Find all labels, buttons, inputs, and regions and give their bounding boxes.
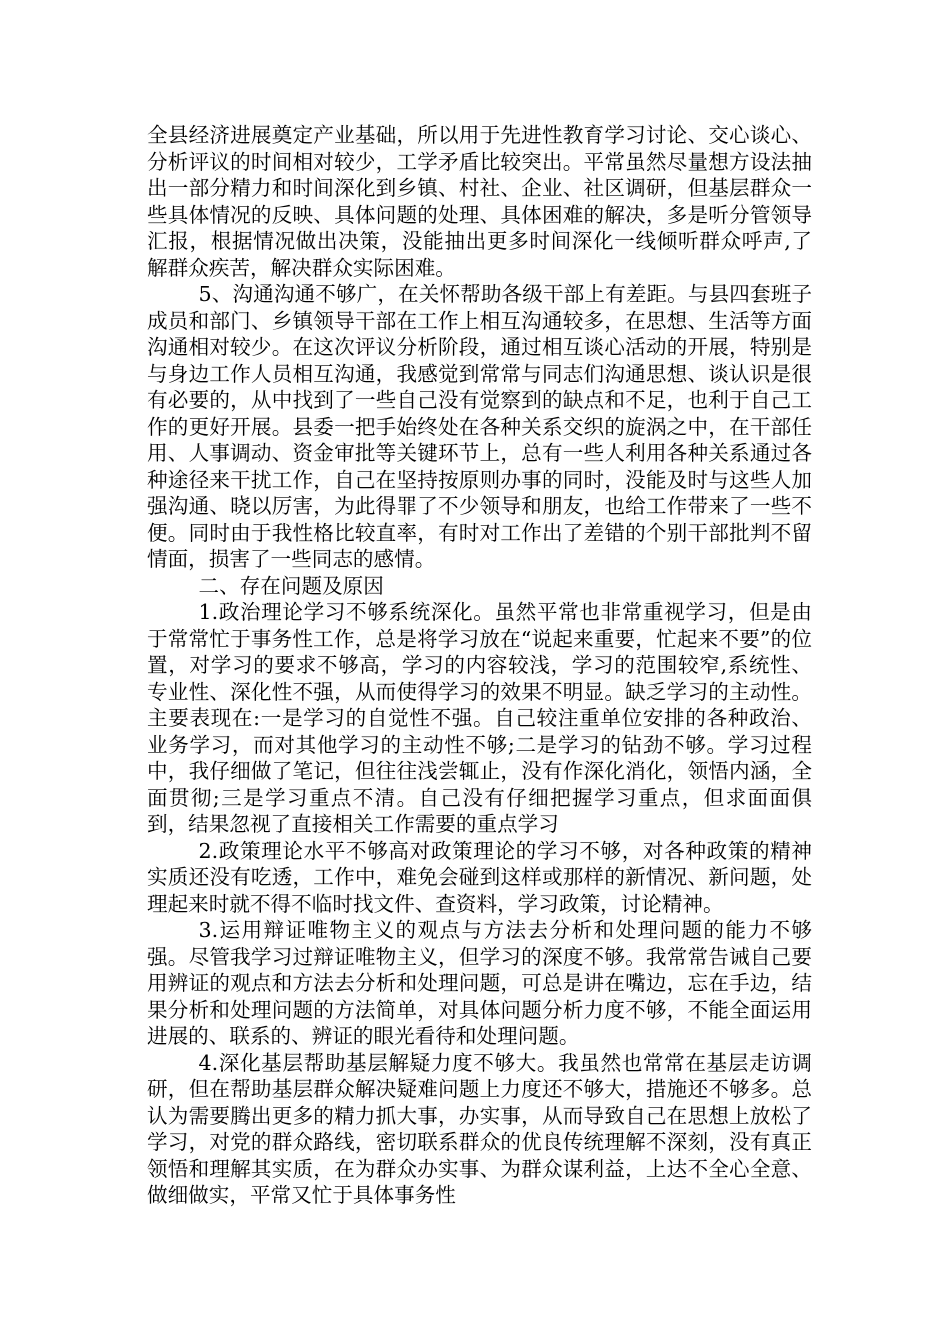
paragraph-problem-4: 4.深化基层帮助基层解疑力度不够大。我虽然也常常在基层走访调研，但在帮助基层群众解决疑难问题上力度还不够大，措施还不够多。总认为需要腾出更多的精力抓大事，办实事，从而导致自己在思想上放松了学习，对党的群众路线，密切联系群众的优良传统理解不深刻，没有真正领悟和理解其实质，在为群众办实事、为群众谋利益，上达不全心全意、做细做实，平常又忙于具体事务性 [147,1050,812,1207]
paragraph-problem-3: 3.运用辩证唯物主义的观点与方法去分析和处理问题的能力不够强。尽管我学习过辩证唯物主义，但学习的深度不够。我常常告诫自己要用辨证的观点和方法去分析和处理问题，可总是讲在嘴边，忘在手边，结果分析和处理问题的方法简单，对具体问题分析力度不够，不能全面运用进展的、联系的、辨证的眼光看待和处理问题。 [147,918,812,1048]
paragraph-item-5: 5、沟通沟通不够广，在关怀帮助各级干部上有差距。与县四套班子成员和部门、乡镇领导干部在工作上相互沟通较多，在思想、生活等方面沟通相对较少。在这次评议分析阶段，通过相互谈心活动的开展，特别是与身边工作人员相互沟通，我感觉到常常与同志们沟通思想、谈认识是很有必要的，从中找到了一些自己没有觉察到的缺点和不足，也利于自己工作的更好开展。县委一把手始终处在各种关系交织的旋涡之中，在干部任用、人事调动、资金审批等关键环节上，总有一些人利用各种关系通过各种途径来干扰工作，自己在坚持按原则办事的同时，没能及时与这些人加强沟通、晓以厉害，为此得罪了不少领导和朋友，也给工作带来了一些不便。同时由于我性格比较直率，有时对工作出了差错的个别干部批判不留情面，损害了一些同志的感情。 [147,282,812,571]
paragraph-problem-1: 1.政治理论学习不够系统深化。虽然平常也非常重视学习，但是由于常常忙于事务性工作，总是将学习放在“说起来重要，忙起来不要”的位置，对学习的要求不够高，学习的内容较浅，学习的范围较窄,系统性、专业性、深化性不强，从而使得学习的效果不明显。缺乏学习的主动性。主要表现在:一是学习的自觉性不强。自己较注重单位安排的各种政治、业务学习，而对其他学习的主动性不够;二是学习的钻劲不够。学习过程中，我仔细做了笔记，但往往浅尝辄止，没有作深化消化，领悟内涵，全面贯彻;三是学习重点不清。自己没有仔细把握学习重点，但求面面俱到，结果忽视了直接相关工作需要的重点学习 [147,600,812,836]
section-heading-problems: 二、存在问题及原因 [198,573,384,598]
paragraph-problem-2: 2.政策理论水平不够高对政策理论的学习不够，对各种政策的精神实质还没有吃透，工作中，难免会碰到这样或那样的新情况、新问题，处理起来时就不得不临时找文件、查资料，学习政策，讨论精神。 [147,838,812,916]
document-body [147,122,812,1209]
paragraph-continuation: 全县经济进展奠定产业基础，所以用于先进性教育学习讨论、交心谈心、分析评议的时间相对较少，工学矛盾比较突出。平常虽然尽量想方设法抽出一部分精力和时间深化到乡镇、村社、企业、社区调研，但基层群众一些具体情况的反映、具体问题的处理、具体困难的解决，多是听分管领导汇报，根据情况做出决策，没能抽出更多时间深化一线倾听群众呼声,了解群众疾苦，解决群众实际困难。 [147,123,812,280]
